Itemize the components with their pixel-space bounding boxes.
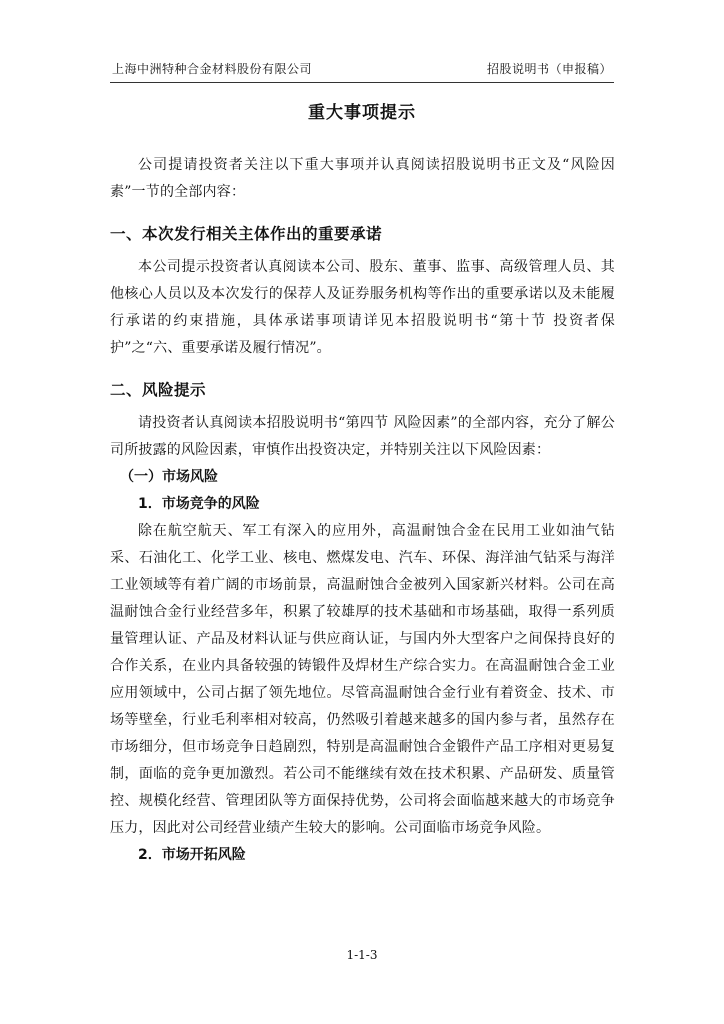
- section1-paragraph: 本公司提示投资者认真阅读本公司、股东、董事、监事、高级管理人员、其他核心人员以及本次发行的保荐人及证券服务机构等作出的重要承诺以及未能履行承诺的约束措施，具体承诺事项请详见本招股说明书“第十节 投资者保护”之“六、重要承诺及履行情况”。: [110, 259, 615, 356]
- header-company-name: 上海中洲特种合金材料股份有限公司: [112, 62, 313, 76]
- section2-heading: 二、风险提示: [110, 381, 207, 399]
- header-document-type: 招股说明书（申报稿）: [486, 62, 612, 76]
- item2-heading: 2．市场开拓风险: [138, 847, 246, 863]
- section1-heading: 一、本次发行相关主体作出的重要承诺: [110, 225, 383, 243]
- item1-paragraph: 除在航空航天、军工有深入的应用外，高温耐蚀合金在民用工业如油气钻采、石油化工、化学工业、核电、燃煤发电、汽车、环保、海洋油气钻采与海洋工业领域等有着广阔的市场前景，高温耐蚀合金被列入国家新兴材料。公司在高温耐蚀合金行业经营多年，积累了较雄厚的技术基础和市场基础，取得一系列质量管理认证、产品及材料认证与供应商认证，与国内外大型客户之间保持良好的合作关系，在业内具备较强的铸锻件及焊材生产综合实力。在高温耐蚀合金工业应用领域中，公司占据了领先地位。尽管高温耐蚀合金行业有着资金、技术、市场等壁垒，行业毛利率相对较高，仍然吸引着越来越多的国内参与者，虽然存在市场细分，但市场竞争日趋剧烈，特别是高温耐蚀合金锻件产品工序相对更易复制，面临的竞争更加激烈。若公司不能继续有效在技术积累、产品研发、质量管控、规模化经营、管理团队等方面保持优势，公司将会面临越来越大的市场竞争压力，因此对公司经营业绩产生较大的影响。公司面临市场竞争风险。: [110, 523, 615, 836]
- subsection-market-risk-heading: （一）市场风险: [120, 469, 218, 485]
- page-number: 1-1-3: [346, 948, 378, 962]
- page-title: 重大事项提示: [308, 103, 416, 123]
- item1-heading: 1．市场竞争的风险: [138, 496, 260, 512]
- intro-paragraph: 公司提请投资者关注以下重大事项并认真阅读招股说明书正文及“风险因素”一节的全部内容：: [110, 157, 615, 200]
- document-body: [110, 152, 615, 869]
- page-header: [110, 60, 614, 83]
- section2-paragraph: 请投资者认真阅读本招股说明书“第四节 风险因素”的全部内容，充分了解公司所披露的风险因素，审慎作出投资决定，并特别关注以下风险因素：: [110, 415, 615, 458]
